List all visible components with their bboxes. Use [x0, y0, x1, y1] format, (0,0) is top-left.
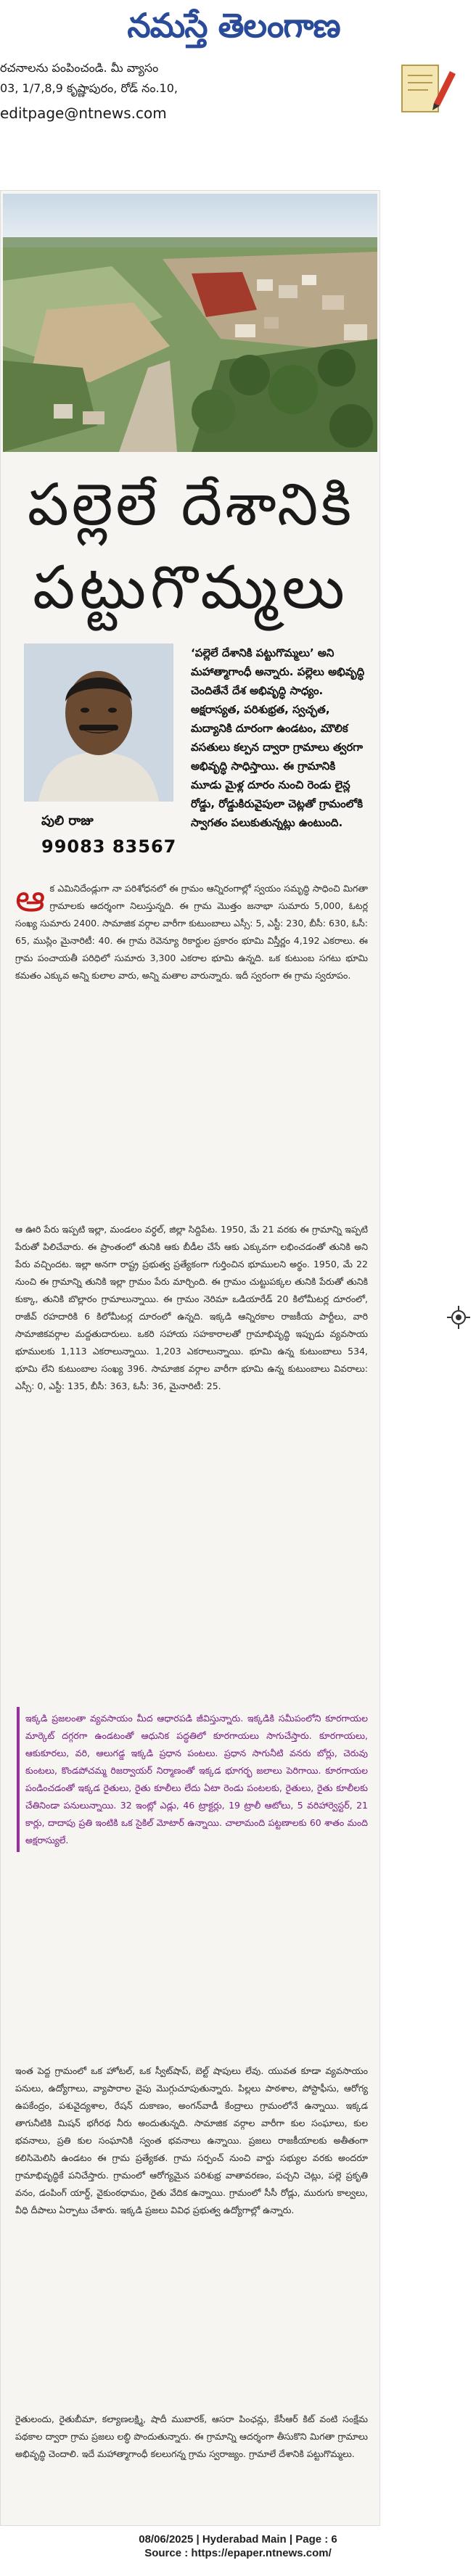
page-footer: [0, 2527, 476, 2576]
lead-paragraph: ‘పల్లెలే దేశానికి పట్టుగొమ్మలు’ అని మహాత్మాగాంధీ అన్నారు. పల్లెలు అభివృద్ధి చెందితేనే దేశ అభివృద్ధి సాధ్యం. అక్షరాస్యత, పరిశుభ్రత, స్వచ్ఛత, మద్యానికి దూరంగా ఉండటం, మౌలిక వసతులు కల్పన ద్వారా గ్రామాలు త్వరగా అభివృద్ధి సాధిస్తాయి. ఈ గ్రామానికి మూడు మైళ్ల దూరం నుంచి రెండు లైన్ల రోడ్డు, రోడ్డుకిరువైపులా చెట్లతో గ్రామంలోకి స్వాగతం పలుకుతున్నట్లు ఉంటుంది.: [191, 646, 365, 829]
article-clipping: [0, 190, 380, 2526]
headline-line-1: పల్లెలే దేశానికి: [27, 471, 355, 538]
footer-source-line: Source : https://epaper.ntnews.com/: [144, 2547, 332, 2559]
body-paragraph-3: ఇంత పెద్ద గ్రామంలో ఒక హోటల్, ఒక స్వీట్‌షాప్, బెల్ట్ షాపులు లేవు. యువత కూడా వ్యవసాయం పనులు, ఉద్యోగాలు, వ్యాపారాల వైపు మొగ్గుచూపుతున్నారు. పిల్లలు పాఠశాల, పోస్టాఫీసు, ఆరోగ్య ఉపకేంద్రం, పశువైద్యశాల, రేషన్ దుకాణం, అంగన్‌వాడీ కేంద్రాలు గ్రామంలోనే ఉన్నాయి. ఇక్కడ తాగునీటికి మిషన్ భగీరథ నీరు అందుతున్నది. సామాజిక వర్గాల వారీగా కుల సంఘాలు, కుల భవనాలు, ప్రతి కుల సంఘానికి స్వంత భవనాలు ఉన్నాయి. ప్రజలు రాజకీయాలకు అతీతంగా కలిసిమెలిసి ఉండటం ఈ గ్రామ ప్రత్యేకత. గ్రామ సర్పంచ్ నుంచి వార్డు సభ్యుల వరకు అందరూ గ్రామాభివృద్ధికే పనిచేస్తారు. గ్రామంలో ఆరోగ్యమైన పరిశుభ్ర వాతావరణం, పచ్చని చెట్లు, పల్లె ప్రకృతి వనం, డంపింగ్ యార్డ్, వైకుంఠధామం, రైతు వేదిక ఉన్నాయి. గ్రామంలో సీసీ రోడ్లు, మురుగు కాల్వలు, వీధి దీపాలు ఏర్పాటు చేశారు. ఇక్కడి ప్రజలు వివిధ ప్రభుత్వ ఉద్యోగాల్లో ఉన్నారు.: [15, 2065, 368, 2215]
dropcap: ఆ: [15, 877, 46, 921]
address-strip: [0, 52, 385, 164]
editpage-email: editpage@ntnews.com: [0, 104, 167, 122]
body-paragraph-2: ఆ ఊరి పేరు ఇప్పటి ఇల్లా, మండలం వర్ధల్, జిల్లా సిద్దిపేట. 1950, మే 21 వరకు ఈ గ్రామాన్ని ఇప్పటి పేరుతో పిలిచేవారు. ఈ ప్రాంతంలో తునికి ఆకు బీడీల చేసే ఆకు ఎక్కువగా లభించడంతో తునికి అని పేరు వచ్చిందట. ఇల్లా అనగా రాష్ట్ర ప్రభుత్వ ప్రత్యేకంగా గుర్తించిన భూములని అర్థం. 1950, మే 22 నుంచి ఈ గ్రామాన్ని తునికి ఇల్లా గ్రామం పేరు మార్చింది. ఈ గ్రామం చుట్టుపక్కల తునికి పేరుతో తునికి కుక్కా, తునికి బొల్లారం గ్రామాలున్నాయి. ఈ గ్రామం నెరిమా ఒడియారేడ్ 20 కిలోమీటర్ల దూరంలో, రాజీవ్ రహదారికి 6 కిలోమీటర్ల దూరంలో ఉన్నది. ఇక్కడి ఆన్నిరకాల రాజకీయ పార్టీలు, వారి సామాజికవర్గాల మద్దతుదారులు. ఒకరి సహాయ సహకారాలతో గ్రామాభివృద్ధి ఇప్పుడు వ్యవసాయ భూములకు 1,113 ఎకరాలున్నాయి. 1,203 ఎకరాలున్నాయి. భూమి ఉన్న కుటుంబాలు 534, భూమి లేని కుటుంబాల సంఖ్య 396. సామాజిక వర్గాల వారీగా భూమి ఉన్న కుటుంబాలు వివరాలు: ఎస్సీ: 0, ఎస్టీ: 135, బీసీ: 363, ఓసీ: 36, మైనారిటీ: 25.: [15, 1224, 368, 1391]
author-name: పులి రాజు: [41, 813, 94, 828]
address-line-2: 03, 1/7,8,9 కృష్ణాపురం, రోడ్ నం.10,: [0, 81, 178, 95]
address-line-1: రచనాలను పంపించండి. మీ వ్యాసం: [0, 61, 159, 75]
pen-and-paper-icon: [392, 58, 459, 119]
headline-line-2: పట్టుగొమ్మలు: [33, 554, 349, 622]
author-phone: 99083 83567: [41, 836, 177, 857]
pull-quote: ఇక్కడి ప్రజలంతా వ్యవసాయం మీద ఆధారపడి జీవిస్తున్నారు. ఇక్కడికి సమీపంలోని కూరగాయల మార్కెట్ దగ్గరగా ఉండటంతో ఆధునిక పద్ధతిలో కూరగాయలు సాగుచేస్తారు. కూరగాయలు, ఆకుకూరలు, వరి, ఆలుగడ్డ ఇక్కడి ప్రధాన పంటలు. ప్రధాన సాగునీటి వనరు బోర్లు, చెరువు కుంటలు, కొండపోచమ్మ రిజర్వాయర్ నిర్మాణంతో ఇక్కడ భూగర్భ జలాలు పెరిగాయి. కూరగాయల పండించడంతో ఇక్కడ రైతులు, రైతు కూలీలు లేదు ఏటా రెండు పంటలకు, రైతులు, రైతు కూలీలకు చేతినిండా పనులున్నాయి. 32 ఇంట్లో ఎడ్లు, 46 ట్రాక్టర్లు, 19 ట్రాలీ ఆటోలు, 5 వరిహార్వెస్టర్, 21 కార్లు, దాదాపు ప్రతి ఇంటికి ఒక సైకిల్ మోటార్ ఉన్నాయి. చాలామంది పట్టణాలకు 60 శాతం మంది అక్షరాస్యులే.: [17, 1707, 368, 1852]
body-text-1: క ఎమినిదేండ్లుగా నా పరిశోధనలో ఈ గ్రామం ఆన్నిరంగాల్లో స్వయం సమృద్ధి సాధించి మిగతా గ్రామాలకు ఆదర్శంగా నిలుస్తున్నది. ఈ గ్రామ మొత్తం జనాభా సుమారు 5,000, ఓటర్ల సంఖ్య సుమారు 2400. సామాజిక వర్గాల వారీగా కుటుంబాలు ఎస్సీ: 5, ఎస్టీ: 230, బీసీ: 630, ఓసీ: 65, ముస్లిం మైనారిటీ: 40. ఈ గ్రామ రెవెన్యూ రికార్డుల ప్రకారం భూమి విస్తీర్ణం 4,192 ఎకరాలు. ఈ గ్రామ పంచాయతీ పరిధిలో సుమారు 3,300 ఎకరాల భూమి ఉన్నది. ఒక కుటుంబ సగటు భూమి కమతం ఎక్కువ అన్ని కులాల వారు, అన్ని మతాల వారున్నారు. ఇదీ స్వరంగా ఈ గ్రామ స్వరూపం.: [15, 883, 368, 981]
author-portrait: [24, 643, 173, 802]
crosshair-icon: [447, 1306, 470, 1329]
aerial-village-photo: [3, 194, 377, 452]
masthead: [0, 0, 476, 52]
body-paragraph-4: రైతులందు, రైతుబీమా, కల్యాణలక్ష్మి, షాదీ ముబారక్, ఆసరా పింఛన్లు, కేసీఆర్ కిట్ వంటి సంక్షేమ పథకాల ద్వారా గ్రామ ప్రజలు లబ్ధి పొందుతున్నారు. ఈ గ్రామాన్ని ఆదర్శంగా తీసుకొని మిగతా గ్రామాలు అభివృద్ధి చెందాలి. ఇదే మహాత్మాగాంధీ కలలుగన్న గ్రామ స్వరాజ్యం. గ్రామాలే దేశానికి పట్టుగొమ్మలు.: [15, 2414, 368, 2459]
newspaper-logo: నమస్తే తెలంగాణ: [127, 6, 340, 45]
body-paragraph-1: [15, 877, 368, 984]
footer-date-line: 08/06/2025 | Hyderabad Main | Page : 6: [139, 2533, 337, 2546]
